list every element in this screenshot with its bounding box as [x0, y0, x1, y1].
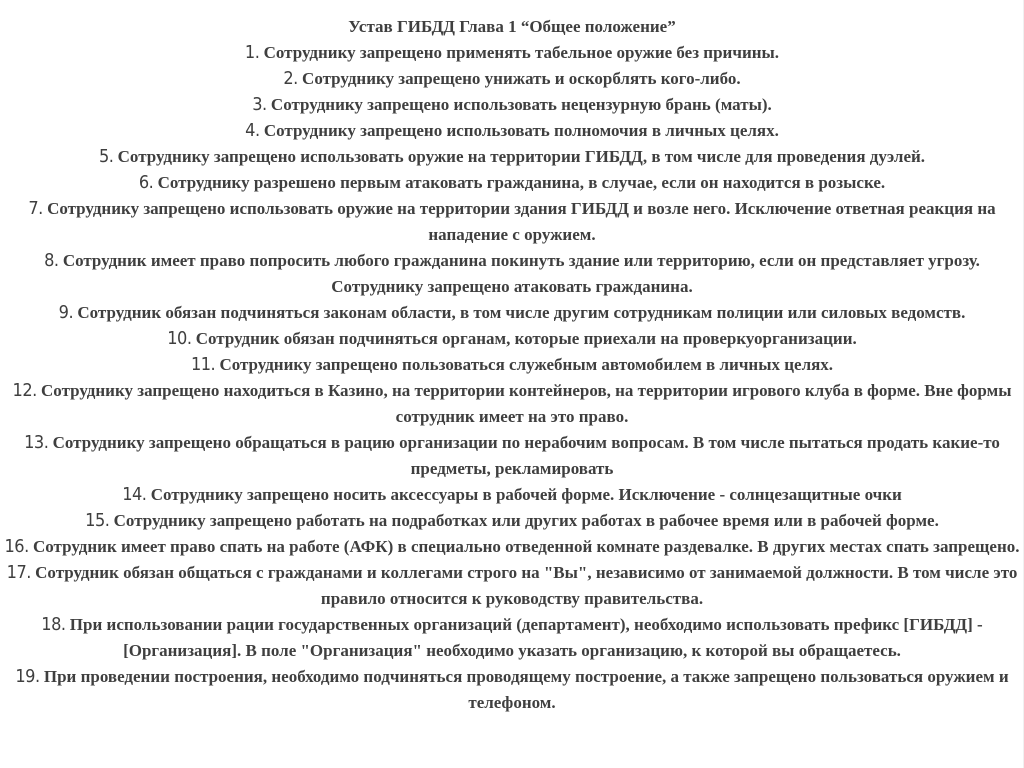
rule-number: 19.: [15, 666, 40, 687]
rule-item-9: [0, 300, 1024, 326]
rule-item-17: [0, 560, 1024, 612]
rule-text: Сотруднику запрещено пользоваться служебным автомобилем в личных целях.: [219, 355, 834, 374]
rule-number: 6.: [138, 172, 154, 193]
rule-text: Сотруднику разрешено первым атаковать гражданина, в случае, если он находится в розыске.: [157, 173, 886, 192]
rule-number: 8.: [44, 250, 59, 271]
rule-number: 4.: [245, 120, 260, 141]
page-title: Устав ГИБДД Глава 1 “Общее положение”: [348, 17, 676, 36]
rule-item-11: [0, 352, 1024, 378]
rule-number: 18.: [41, 614, 66, 635]
rule-item-3: [0, 92, 1024, 118]
rule-item-5: [0, 144, 1024, 170]
rule-text: Сотрудник имеет право попросить любого гражданина покинуть здание или территорию, если он представляет угрозу. Сотруднику запрещено атаковать гражданина.: [62, 251, 980, 296]
rule-number: 10.: [167, 328, 192, 349]
rule-text: Сотрудник обязан подчиняться законам области, в том числе другим сотрудникам полиции или силовых ведомств.: [77, 303, 966, 322]
rule-item-10: [0, 326, 1024, 352]
rule-item-7: [0, 196, 1024, 248]
rule-number: 12.: [12, 380, 37, 401]
rule-text: Сотруднику запрещено находиться в Казино, на территории контейнеров, на территории игрового клуба в форме. Вне формы сотрудник имеет на это право.: [41, 381, 1012, 426]
rule-text: Сотруднику запрещено использовать оружие на территории здания ГИБДД и возле него. Исключение ответная реакция на нападение с оружием.: [47, 199, 996, 244]
rule-text: Сотрудник обязан общаться с гражданами и коллегами строго на "Вы", независимо от занимаемой должности. В том числе это правило относится к руководству правительства.: [35, 563, 1018, 608]
rule-item-12: [0, 378, 1024, 430]
rule-number: 7.: [28, 198, 43, 219]
rule-text: При проведении построения, необходимо подчиняться проводящему построение, а также запрещено пользоваться оружием и телефоном.: [43, 667, 1009, 712]
rule-item-18: [0, 612, 1024, 664]
rule-number: 17.: [6, 562, 31, 583]
rule-text: При использовании рации государственных организаций (департамент), необходимо использовать префикс [ГИБДД] - [Организация]. В поле "Организация" необходимо указать организацию, к которой вы обращаетесь.: [69, 615, 983, 660]
rule-number: 5.: [98, 146, 114, 167]
rule-item-2: [0, 66, 1024, 92]
rule-item-19: [0, 664, 1024, 716]
rule-item-6: [0, 170, 1024, 196]
rule-text: Сотрудник имеет право спать на работе (АФК) в специально отведенной комнате раздевалке. В других местах спать запрещено.: [32, 537, 1020, 556]
rule-item-16: [0, 534, 1024, 560]
rule-text: Сотруднику запрещено носить аксессуары в рабочей форме. Исключение - солнцезащитные очки: [150, 485, 902, 504]
rule-text: Сотруднику запрещено использовать нецензурную брань (маты).: [270, 95, 772, 114]
rule-item-8: [0, 248, 1024, 300]
rule-number: 14.: [122, 484, 147, 505]
rule-item-14: [0, 482, 1024, 508]
rule-text: Сотруднику запрещено использовать полномочия в личных целях.: [263, 121, 779, 140]
document-body: [0, 14, 1024, 716]
rule-text: Сотруднику запрещено использовать оружие на территории ГИБДД, в том числе для проведения дуэлей.: [117, 147, 926, 166]
rule-number: 13.: [24, 432, 49, 453]
rule-text: Сотруднику запрещено применять табельное оружие без причины.: [263, 43, 780, 62]
rule-number: 15.: [85, 510, 110, 531]
rule-item-1: [0, 40, 1024, 66]
rule-number: 9.: [58, 302, 74, 323]
rule-item-4: [0, 118, 1024, 144]
rule-number: 3.: [252, 94, 267, 115]
rule-number: 1.: [244, 42, 260, 63]
rule-item-15: [0, 508, 1024, 534]
rule-number: 11.: [190, 354, 216, 375]
rule-number: 2.: [283, 68, 298, 89]
rule-item-13: [0, 430, 1024, 482]
rule-number: 16.: [4, 536, 29, 557]
rule-text: Сотрудник обязан подчиняться органам, которые приехали на проверкуорганизации.: [195, 329, 857, 348]
rule-text: Сотруднику запрещено обращаться в рацию организации по нерабочим вопросам. В том числе пытаться продать какие-то предметы, рекламировать: [52, 433, 1000, 478]
rule-text: Сотруднику запрещено работать на подработках или других работах в рабочее время или в рабочей форме.: [113, 511, 939, 530]
rule-text: Сотруднику запрещено унижать и оскорблять кого-либо.: [302, 69, 741, 88]
